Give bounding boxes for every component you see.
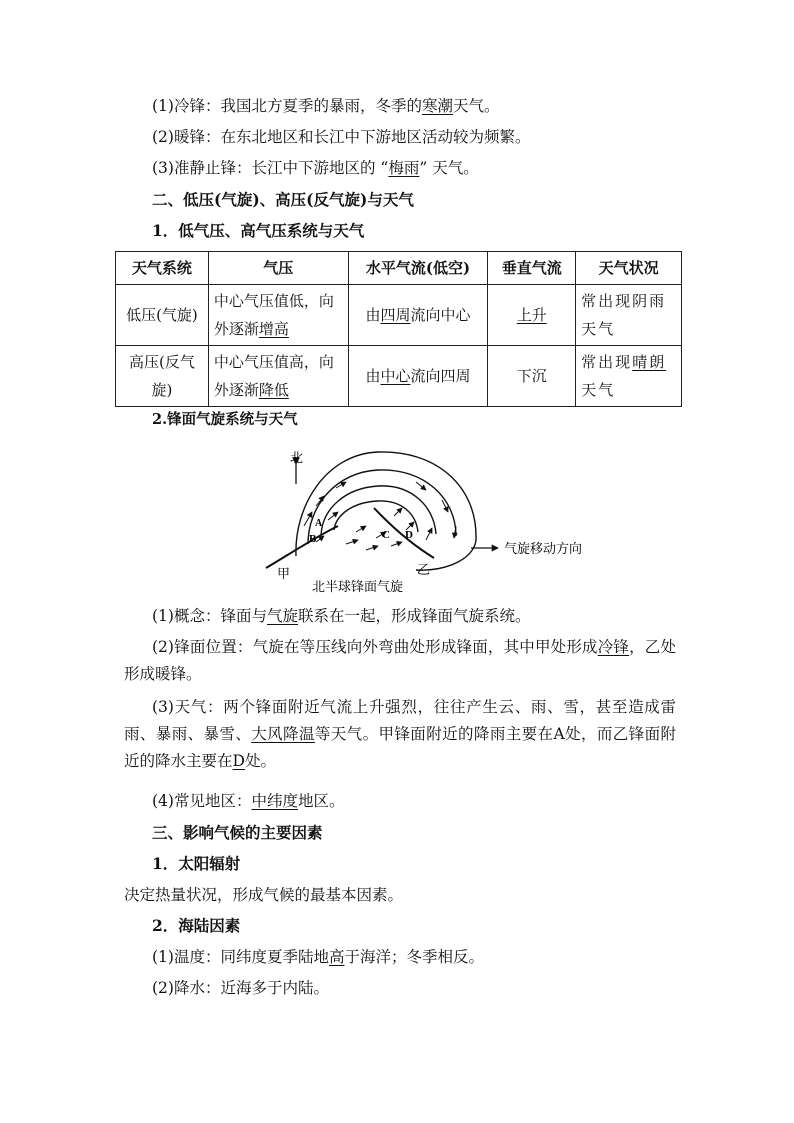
move-direction-label: 气旋移动方向 <box>504 541 583 556</box>
system-cell: 低压(气旋) <box>116 285 209 346</box>
weather-paragraph: (3)天气：两个锋面附近气流上升强烈，往往产生云、雨、雪，甚至造成雷雨、暴雨、暴雪、大风降温等天气。甲锋面附近的降雨主要在A处，而乙锋面附近的降水主要在D处。 <box>124 698 676 770</box>
diagram-caption: 北半球锋面气旋 <box>312 579 404 594</box>
factor2-rain-line: (2)降水：近海多于内陆。 <box>152 979 329 997</box>
weather-cell: 常出现晴朗天气 <box>576 346 682 407</box>
system-cell: 高压(反气旋) <box>116 346 209 407</box>
factor1-text: 决定热量状况，形成气候的最基本因素。 <box>124 886 404 904</box>
table-row-low <box>116 285 682 346</box>
stationary-front-line: (3)准静止锋：长江中下游地区的 “梅雨” 天气。 <box>152 159 479 177</box>
horizontal-flow-cell: 由中心流向四周 <box>348 346 488 407</box>
factor2-temp-line: (1)温度：同纬度夏季陆地高于海洋；冬季相反。 <box>152 948 485 966</box>
vertical-flow-cell: 下沉 <box>488 346 576 407</box>
weather-cell: 常出现阴雨天气 <box>576 285 682 346</box>
section2-sub1-heading: 1．低气压、高气压系统与天气 <box>152 221 365 240</box>
section2-sub2-heading: 2.锋面气旋系统与天气 <box>152 411 298 428</box>
section2-heading: 二、低压(气旋)、高压(反气旋)与天气 <box>152 190 414 209</box>
underlined-term: 冷锋 <box>597 638 630 656</box>
table-header: 天气状况 <box>576 252 682 285</box>
point-b-label: B <box>309 533 317 545</box>
table-row-high <box>116 346 682 407</box>
yi-label: 乙 <box>417 562 431 577</box>
underlined-term: 寒潮 <box>421 97 453 115</box>
north-label: 北 <box>290 450 304 465</box>
cold-front-line: (1)冷锋：我国北方夏季的暴雨，冬季的寒潮天气。 <box>152 97 500 115</box>
underlined-term: 中纬度 <box>251 792 298 810</box>
vertical-flow-cell: 上升 <box>488 285 576 346</box>
pressure-cell: 中心气压值低，向外逐渐增高 <box>208 285 348 346</box>
point-c-label: C <box>382 529 390 541</box>
point-a-label: A <box>315 518 323 529</box>
point-d-label: D <box>405 529 413 541</box>
jia-label: 甲 <box>277 566 291 581</box>
table-header: 垂直气流 <box>488 252 576 285</box>
table-header-row <box>116 252 682 285</box>
region-line: (4)常见地区：中纬度地区。 <box>152 792 345 810</box>
section3-heading: 三、影响气候的主要因素 <box>152 823 323 842</box>
pressure-weather-table <box>115 251 682 407</box>
underlined-term: 高 <box>328 948 345 966</box>
pressure-cell: 中心气压值高，向外逐渐降低 <box>208 346 348 407</box>
factor2-heading: 2．海陆因素 <box>152 916 241 935</box>
table-header: 气压 <box>208 252 348 285</box>
table-header: 天气系统 <box>116 252 209 285</box>
table-header: 水平气流(低空) <box>348 252 488 285</box>
frontal-cyclone-diagram <box>266 446 583 596</box>
horizontal-flow-cell: 由四周流向中心 <box>348 285 488 346</box>
warm-front-line: (2)暖锋：在东北地区和长江中下游地区活动较为频繁。 <box>152 128 531 146</box>
underlined-term: 大风降温 <box>251 725 315 743</box>
position-paragraph: (2)锋面位置：气旋在等压线向外弯曲处形成锋面，其中甲处形成冷锋，乙处形成暖锋。 <box>124 638 676 683</box>
isobars <box>296 452 476 570</box>
underlined-term: 梅雨 <box>388 159 420 177</box>
concept-line: (1)概念：锋面与气旋联系在一起，形成锋面气旋系统。 <box>152 607 531 625</box>
underlined-term: 气旋 <box>266 607 298 625</box>
underlined-term: D <box>232 752 245 770</box>
factor1-heading: 1．太阳辐射 <box>152 854 241 873</box>
